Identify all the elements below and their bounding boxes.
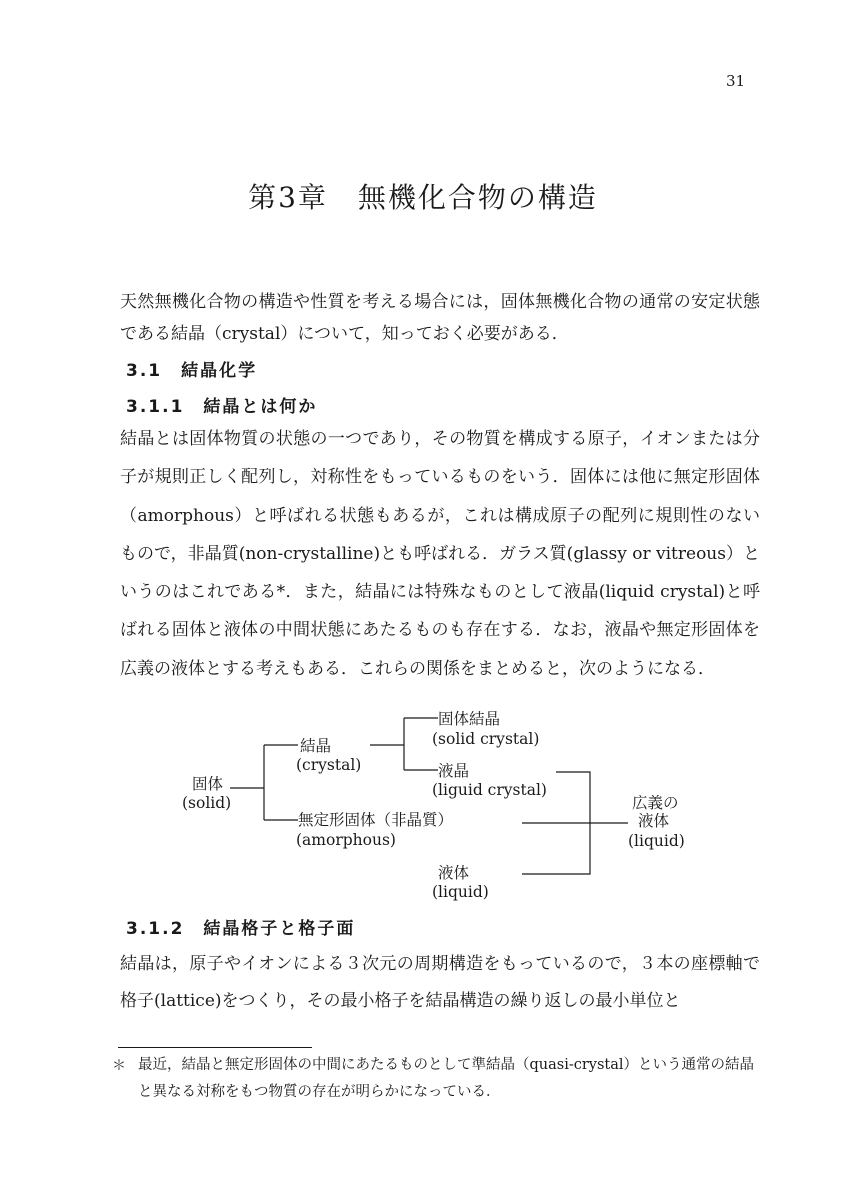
intro-paragraph: 天然無機化合物の構造や性質を考える場合には，固体無機化合物の通常の安定状態である結晶（crystal）について，知っておく必要がある．: [120, 292, 760, 344]
tree-node-crystal-ja: 結晶: [300, 737, 332, 755]
body-paragraph-lattice: 結晶は，原子やイオンによる３次元の周期構造をもっているので，３本の座標軸で格子(lattice)をつくり，その最小格子を結晶構造の繰り返しの最小単位と: [120, 954, 760, 1011]
tree-node-liquid-en: (liquid): [432, 883, 489, 901]
footnote-divider: [118, 1047, 312, 1048]
tree-node-solid-en: (solid): [182, 794, 232, 812]
footnote-marker: ＊: [112, 1058, 126, 1074]
tree-node-solid-ja: 固体: [192, 775, 224, 793]
footnote-text: 最近，結晶と無定形固体の中間にあたるものとして準結晶（quasi-crystal）という通常の結晶と異なる対称をもつ物質の存在が明らかになっている．: [138, 1057, 755, 1100]
tree-node-solid-crystal-en: (solid crystal): [432, 730, 540, 748]
chapter-title: 第3章 無機化合物の構造: [248, 181, 598, 214]
page-number: 31: [726, 72, 746, 90]
section-heading-3-1: 3.1 結晶化学: [126, 361, 258, 381]
tree-node-broad-liquid-line2: 液体: [638, 812, 670, 830]
tree-node-solid-crystal-ja: 固体結晶: [438, 710, 501, 728]
tree-node-liquid-crystal-ja: 液晶: [438, 762, 470, 780]
tree-node-broad-liquid-en: (liquid): [628, 832, 685, 850]
tree-node-broad-liquid-line1: 広義の: [632, 794, 679, 812]
body-paragraph-crystal-definition: 結晶とは固体物質の状態の一つであり，その物質を構成する原子，イオンまたは分子が規則正しく配列し，対称性をもっているものをいう．固体には他に無定形固体（amorphous）と呼ばれる状態もあるが，これは構成原子の配列に規則性のないもので，非晶質(non-crystalline)とも呼ばれる．ガラス質(glassy or vitreous）というのはこれである*．また，結晶には特殊なものとして液晶(liquid crystal)と呼ばれる固体と液体の中間状態にあたるものも存在する．なお，液晶や無定形固体を広義の液体とする考えもある．これらの関係をまとめると，次のようになる．: [120, 429, 760, 679]
tree-node-liquid-ja: 液体: [438, 864, 470, 882]
section-heading-3-1-1: 3.1.1 結晶とは何か: [126, 397, 318, 417]
tree-node-amorphous-en: (amorphous): [296, 831, 396, 849]
tree-node-crystal-en: (crystal): [296, 756, 362, 774]
section-heading-3-1-2: 3.1.2 結晶格子と格子面: [126, 919, 356, 939]
tree-node-liquid-crystal-en: (liguid crystal): [432, 781, 547, 799]
tree-node-amorphous-ja: 無定形固体（非晶質）: [298, 811, 454, 829]
